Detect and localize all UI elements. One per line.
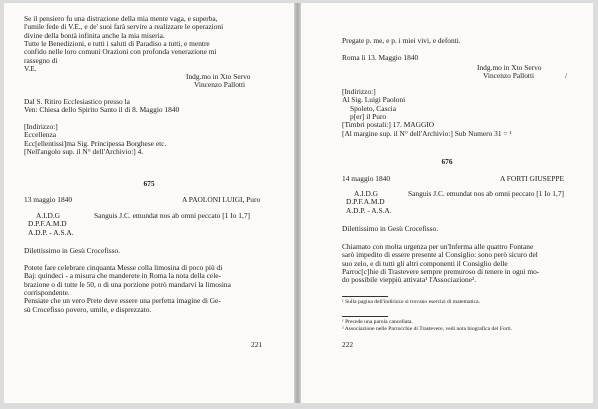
address-line: Ecc[ellentissi]ma Sig. Principessa Borghese etc.: [24, 138, 167, 148]
address-line: [Indirizzo:]: [24, 122, 58, 131]
footnote: ¹ Sulla pagina dell'indirizzo si trovano esercizi di matematica.: [342, 299, 480, 305]
aidg-line: A.I.D.G: [354, 189, 379, 198]
body-line: sù Crocefisso povero, umile, e disprezzato.: [24, 304, 152, 314]
intro-line: confido nelle loro comuni Orazioni con profonda venerazione mi: [24, 47, 217, 57]
place-line: Dal S. Ritiro Ecclesiastico presso la: [24, 97, 130, 106]
body-line: suo zelo, e di tutti gli altri componenti il Consiglio delle: [342, 258, 508, 268]
letter-date: 14 maggio 1840: [342, 174, 391, 183]
letter-recipient: A FORTI GIUSEPPE: [500, 174, 565, 183]
signature-slash: /: [565, 71, 568, 81]
right-page: [301, 3, 593, 403]
footnote: ² Associazione nelle Parrocchie di Trastevere, vedi nota biografica del Forti.: [342, 326, 513, 332]
closing-line: Pregate p. me, e p. i miei vivi, e defonti.: [342, 36, 461, 45]
page-number: 222: [342, 340, 354, 349]
place-line: Ven: Chiesa dello Spirito Santo il di 8. Maggio 1840: [24, 105, 180, 115]
body-line: brazione o di tutte le 50, o di una porzione potrò mandarvi la limosina: [24, 279, 231, 289]
letter-place-date: Roma li 13. Maggio 1840: [342, 53, 419, 62]
intro-line: V.E.: [24, 63, 37, 73]
address-line: [Indirizzo:]: [342, 87, 376, 96]
signature-name: Vincenzo Pallotti: [483, 71, 535, 81]
body-line: Baj: quindeci - a misura che manderete in Roma la nota della cele-: [24, 271, 222, 281]
body-line: Potete fare celebrare cinquanta Messe colla limosina di poco più di: [24, 263, 223, 272]
address-line: [Timbri postali:] 17. MAGGIO: [342, 120, 435, 130]
signature-title: Indg.mo in Xto Servo: [186, 72, 251, 81]
signature-name: Vincenzo Pallotti: [194, 80, 246, 90]
salutation: Dilettissimo in Gesù Crocefisso.: [342, 224, 439, 233]
footnote: ¹ Precede una parola cancellata.: [342, 319, 413, 325]
aidg-line: A.D.P. - A.S.A.: [28, 227, 74, 237]
aidg-line: A.D.P. - A.S.A.: [346, 205, 392, 215]
motto-line: Sanguis J.C. emundat nos ab omni peccato [1 Io 1,7]: [94, 211, 250, 220]
intro-line: Tutte le Benedizioni, e tutti i saluti di Paradiso a tutti, e mentre: [24, 38, 210, 48]
address-line: Eccellenza: [24, 130, 56, 140]
body-line: corrispondente.: [24, 287, 70, 297]
address-line: [Al margine sup. il N° dell'Archivio:] Sub Numero 31 = ¹: [342, 128, 512, 138]
address-line: Al Sig. Luigi Paoloni: [342, 95, 406, 105]
page-number: 221: [251, 340, 263, 349]
intro-line: rassegno di: [24, 55, 58, 65]
intro-line: divine della bontà infinita anche la mia miseria.: [24, 30, 165, 40]
body-line: Parroc[c]hie di Trastevere sempre premuroso di tenere in ogni mo-: [342, 266, 540, 276]
footnote-rule: [342, 296, 388, 297]
intro-line: l'umile fede di V.E., e de' suoi farà servire a realizzare le operazioni: [24, 22, 224, 32]
body-line: Pensiate che un vero Prete deve essere una perfetta imagine di Ge-: [24, 296, 221, 306]
address-line: Spoleto, Cascia: [350, 103, 396, 113]
aidg-line: D.P.F.A.M.D: [346, 197, 385, 207]
intro-line: Se il pensiero fu una distrazione della mia mente vaga, e superba,: [24, 14, 218, 23]
footnote-rule: [342, 316, 388, 317]
address-line: p[er] il Puro: [350, 111, 387, 121]
address-line: [Nell'angolo sup. il N° dell'Archivio:] 4.: [24, 146, 144, 156]
salutation: Dilettissimo in Gesù Crocefisso.: [24, 246, 121, 255]
letter-number: 676: [441, 157, 453, 166]
body-line: Chiamato con molta urgenza per un'Inferma alle quattro Fontane: [342, 242, 534, 251]
motto-line: Sanguis J.C. emundat nos ab omni peccato [1 Io 1,7]: [408, 189, 564, 198]
signature-title: Indg.mo in Xto Servo: [477, 63, 542, 72]
left-page: [4, 3, 294, 403]
aidg-line: A.I.D.G: [36, 211, 61, 220]
body-line: do possibile vieppiù attivata¹ l'Associazione².: [342, 275, 477, 285]
letter-recipient: A PAOLONI LUIGI, Puro: [182, 195, 261, 204]
aidg-line: D.P.F.A.M.D: [28, 219, 67, 229]
book-gutter: [294, 3, 301, 403]
body-line: sarò impedito di essere presente al Consiglio: sono però sicuro del: [342, 250, 538, 260]
letter-date: 13 maggio 1840: [24, 195, 73, 204]
letter-number: 675: [143, 179, 155, 188]
